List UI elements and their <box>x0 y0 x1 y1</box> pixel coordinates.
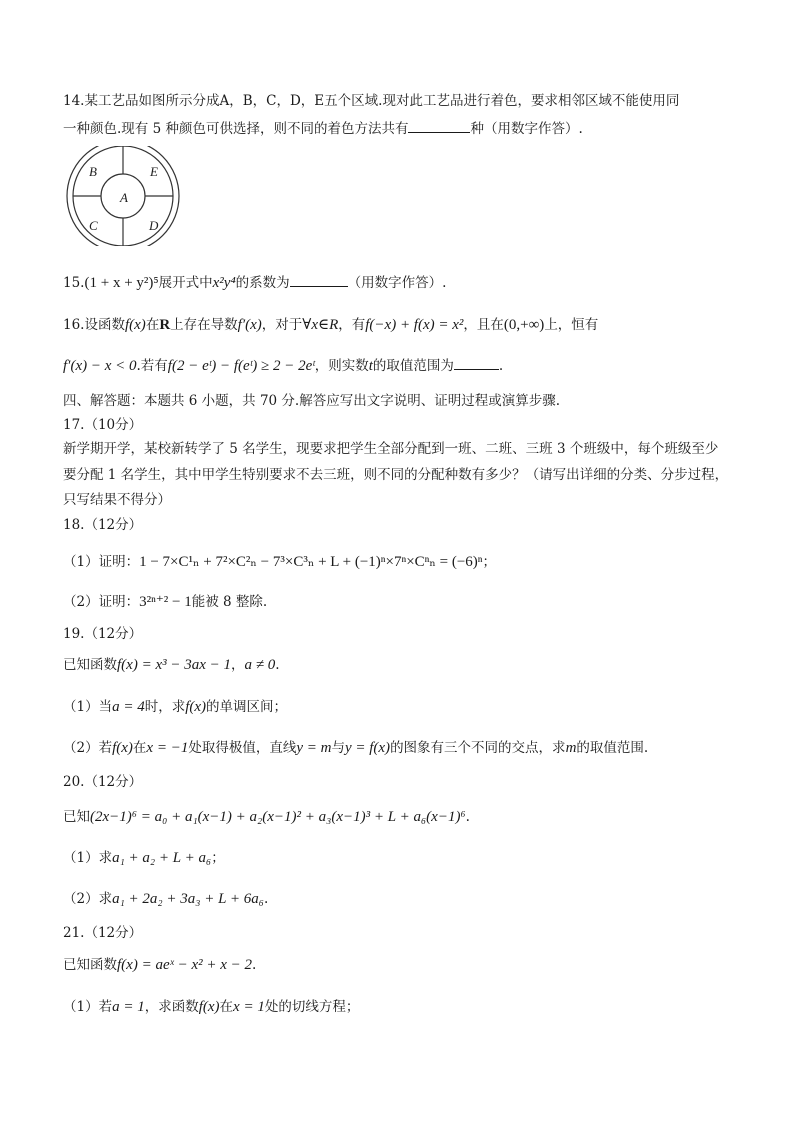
q21-function: f(x) = aeˣ − x² + x − 2 <box>117 957 253 973</box>
q19-part2-curve: y = f(x) <box>344 740 391 756</box>
q17-head: 17.（10分） <box>63 417 143 433</box>
q21-part1 <box>63 998 359 1016</box>
q15-expression: (1 + x + y²)⁵ <box>84 275 159 291</box>
q19-given-label: 已知函数 <box>63 657 117 673</box>
q20-part2-end: . <box>264 891 269 907</box>
q19-function: f(x) = x³ − 3ax − 1 <box>117 657 231 673</box>
q20-part2-label: （2）求 <box>63 891 113 907</box>
section-4-heading: 四、解答题：本题共 6 小题，共 70 分.解答应写出文字说明、证明过程或演算步骤. <box>63 393 561 409</box>
q20-part2-expression: a₁ + 2a₂ + 3a₃ + L + 6a₆ <box>112 891 265 907</box>
q18-head: 18.（12分） <box>63 517 143 533</box>
figure-label-a: A <box>120 190 128 205</box>
q16-equation: f(−x) + f(x) = x² <box>365 317 464 333</box>
q21-part1-end: 处的切线方程； <box>264 999 360 1015</box>
q21-part1-fx: f(x) <box>198 999 220 1015</box>
q19-part2-text-c: 处取得极值，直线 <box>188 740 297 756</box>
q20-period: . <box>465 809 470 825</box>
q20-part1-end: ； <box>211 850 225 866</box>
q21-given <box>63 956 256 974</box>
q19-part2-fx: f(x) <box>112 740 133 756</box>
q16-condition: f′(x) − x < 0 <box>63 358 137 374</box>
q16-text-a: 16.设函数 <box>63 317 125 333</box>
q18-part1 <box>63 553 496 571</box>
q19-part2-end: 的取值范围. <box>576 740 649 756</box>
q16-period: . <box>498 358 504 374</box>
figure-label-e: E <box>150 164 158 179</box>
q14-line2-tail: 种（用数字作答）. <box>470 121 583 137</box>
q17-line2: 要分配 1 名学生，其中甲学生特别要求不去三班，则不同的分配种数有多少？（请写出详细的分类、分步过程， <box>63 467 729 483</box>
q20-part1-expression: a₁ + a₂ + L + a₆ <box>112 850 212 866</box>
q19-part1-fx: f(x) <box>185 699 207 715</box>
q17-line1: 新学期开学，某校新转学了 5 名学生，现要求把学生全部分配到一班、二班、三班 3 个班级中，每个班级至少 <box>63 441 719 457</box>
q19-part1-a: a = 4 <box>112 699 145 715</box>
q19-period: . <box>275 657 280 673</box>
q14-line2-text: 一种颜色.现有 5 种颜色可供选择，则不同的着色方法共有 <box>63 121 409 137</box>
q16-var-t: t <box>368 358 373 374</box>
q21-part1-x: x = 1 <box>233 999 265 1015</box>
q16-text-g: 上，恒有 <box>544 317 599 333</box>
figure-label-d: D <box>149 218 159 233</box>
q16-interval: (0,+∞) <box>503 317 545 333</box>
figure-label-c: C <box>89 218 98 233</box>
region-figure <box>66 146 186 246</box>
q16-text-f: ，且在 <box>463 317 504 333</box>
q20-part2 <box>63 890 268 908</box>
q16-text-j: 的取值范围为 <box>372 358 454 374</box>
q19-part2-text-d: 与 <box>331 740 345 756</box>
q19-part2-label: （2）若 <box>63 740 113 756</box>
q16-forall: ∀x∈R <box>302 317 339 333</box>
q16-line1 <box>63 316 598 334</box>
q19-part1-text: 时，求 <box>144 699 186 715</box>
q19-part2 <box>63 739 648 757</box>
q18-part1-expression: 1 − 7×C¹ₙ + 7²×C²ₙ − 7³×C³ₙ + L + (−1)ⁿ×7ⁿ×Cⁿₙ = (−6)ⁿ <box>139 554 483 570</box>
q19-part2-line: y = m <box>296 740 332 756</box>
q19-part1-end: 的单调区间； <box>206 699 288 715</box>
q21-given-label: 已知函数 <box>63 957 117 973</box>
q16-text-e: ，有 <box>338 317 366 333</box>
q18-part2 <box>63 593 267 611</box>
q14-answer-blank[interactable] <box>408 119 470 133</box>
q15-number: 15. <box>63 275 85 291</box>
q20-part1 <box>63 849 225 867</box>
q21-period: . <box>252 957 257 973</box>
q19-part1-label: （1）当 <box>63 699 113 715</box>
q19-part2-text-e: 的图象有三个不同的交点，求 <box>390 740 566 756</box>
q20-expansion: (2x−1)⁶ = a₀ + a₁(x−1) + a₂(x−1)² + a₃(x−1)³ + L + a₆(x−1)⁶ <box>90 809 466 825</box>
q16-text-i: ，则实数 <box>314 358 369 374</box>
q16-fx: f(x) <box>124 317 146 333</box>
q17-line3: 只写结果不得分） <box>63 492 171 508</box>
q21-part1-text-b: 在 <box>219 999 234 1015</box>
q19-given <box>63 656 280 674</box>
q16-line2 <box>63 356 503 375</box>
q15-line <box>63 273 446 292</box>
q21-part1-label: （1）若 <box>63 999 113 1015</box>
q16-derivative: f′(x) <box>237 317 262 333</box>
q14-line1: 14.某工艺品如图所示分成A，B，C，D，E五个区域.现对此工艺品进行着色，要求相邻区域不能使用同 <box>63 93 680 109</box>
q18-part1-end: ； <box>482 554 497 570</box>
q19-part2-m: m <box>565 740 577 756</box>
q19-part2-x: x = −1 <box>146 740 189 756</box>
q15-term: x²y⁴ <box>212 275 236 291</box>
q15-answer-blank[interactable] <box>290 273 348 287</box>
q20-given <box>63 808 470 826</box>
q16-text-b: 在 <box>145 317 160 333</box>
q21-part1-text: ，求函数 <box>144 999 199 1015</box>
q16-inequality: f(2 − eᵗ) − f(eᵗ) ≥ 2 − 2eᵗ <box>167 358 315 374</box>
q16-text-h: .若有 <box>136 358 168 374</box>
q20-given-label: 已知 <box>63 809 90 825</box>
q19-condition: a ≠ 0 <box>244 657 276 673</box>
q16-real-set: R <box>159 317 171 333</box>
q21-head: 21.（12分） <box>63 925 143 941</box>
q18-part2-end: 能被 8 整除. <box>191 594 268 610</box>
q16-text-d: ，对于 <box>261 317 303 333</box>
q19-comma: ， <box>231 657 245 673</box>
q18-part2-expression: 3²ⁿ⁺² − 1 <box>139 594 192 610</box>
q18-part1-label: （1）证明： <box>63 554 140 570</box>
q20-part1-label: （1）求 <box>63 850 113 866</box>
q19-head: 19.（12分） <box>63 626 143 642</box>
q15-text: 展开式中 <box>158 275 213 291</box>
q19-part1 <box>63 698 287 716</box>
q16-text-c: 上存在导数 <box>170 317 238 333</box>
q21-part1-a: a = 1 <box>112 999 145 1015</box>
q15-text2: 的系数为 <box>235 275 290 291</box>
q14-line2 <box>63 119 583 138</box>
figure-label-b: B <box>89 164 97 179</box>
q16-answer-blank[interactable] <box>454 356 499 370</box>
q20-head: 20.（12分） <box>63 774 143 790</box>
q19-part2-text-b: 在 <box>132 740 147 756</box>
q18-part2-label: （2）证明： <box>63 594 140 610</box>
q15-tail: （用数字作答）. <box>347 275 447 291</box>
